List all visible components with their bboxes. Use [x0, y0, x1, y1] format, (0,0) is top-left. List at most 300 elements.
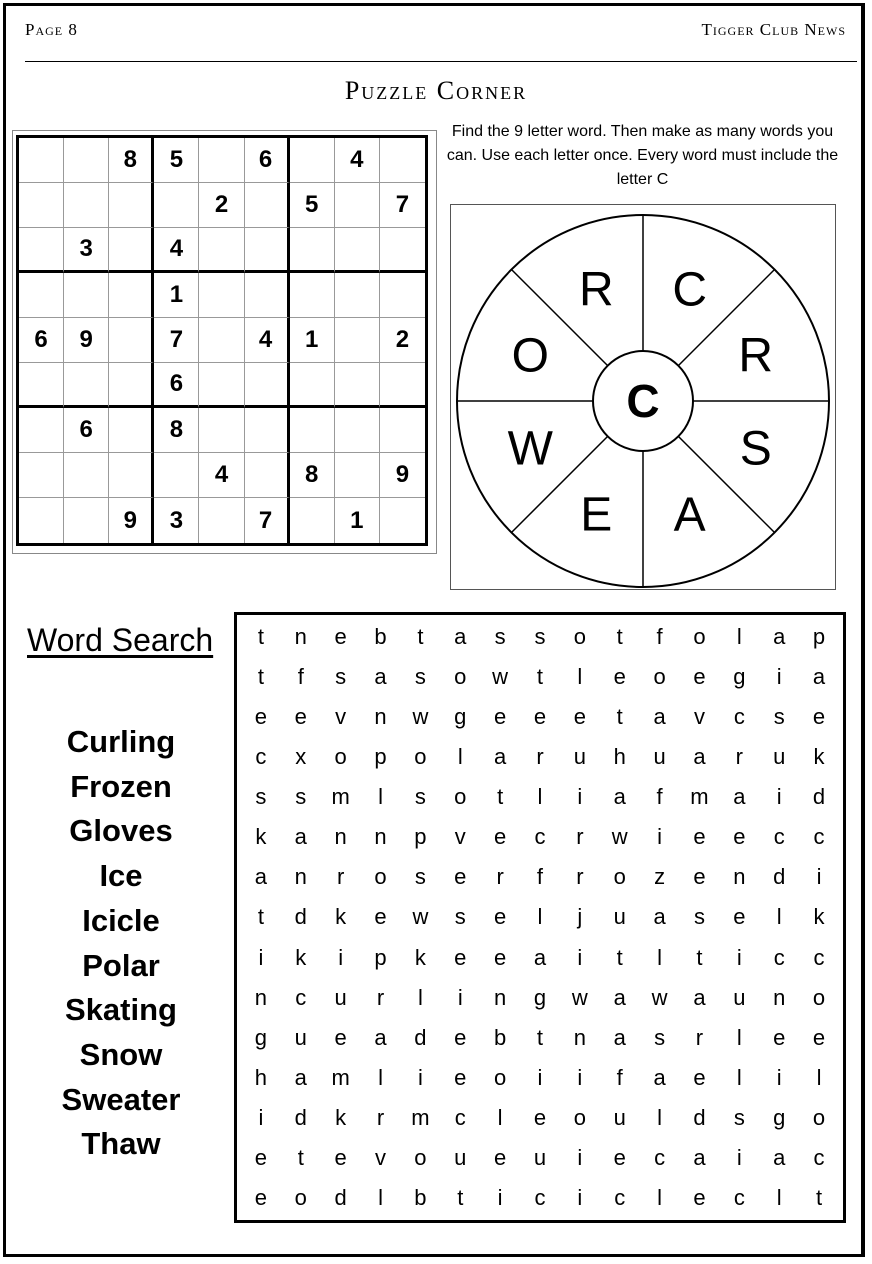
word-search-letter: t: [616, 704, 623, 730]
word-search-letter: o: [294, 1184, 307, 1210]
word-search-letter: t: [257, 624, 264, 650]
sudoku-cell: 7: [245, 498, 290, 543]
word-search-letter: s: [414, 864, 426, 890]
sudoku-cell: [64, 453, 109, 498]
word-search-letter: g: [454, 704, 467, 730]
word-search-letter: t: [257, 904, 264, 930]
word-search-letter: e: [613, 664, 626, 690]
word-search-word: Snow: [79, 1036, 163, 1072]
word-search-letter: b: [494, 1024, 507, 1050]
sudoku-cell: 3: [154, 498, 199, 543]
word-search-letter: a: [454, 624, 467, 650]
sudoku-cell: [380, 273, 425, 318]
sudoku-cell: 7: [154, 318, 199, 363]
sudoku-cell: [245, 228, 290, 273]
word-search-letter: v: [335, 704, 347, 730]
word-search-letter: a: [374, 664, 387, 690]
word-search-letter: t: [536, 664, 544, 690]
word-search-letter: l: [657, 1184, 663, 1210]
word-search-letter: p: [414, 824, 427, 850]
sudoku-cell: 1: [335, 498, 380, 543]
word-search-word: Sweater: [61, 1081, 181, 1117]
sudoku-cell: [199, 318, 244, 363]
sudoku-cell: 5: [154, 138, 199, 183]
word-search-letter: d: [773, 864, 786, 890]
word-search-letter: o: [812, 1104, 826, 1130]
word-search-letter: r: [695, 1024, 704, 1050]
sudoku-cell: [109, 363, 154, 408]
word-search-letter: t: [696, 944, 703, 970]
sudoku-cell: [290, 228, 335, 273]
wheel-letter: R: [578, 263, 614, 317]
word-search-letter: c: [813, 1144, 825, 1170]
word-search-letter: m: [690, 784, 709, 810]
word-search-letter: e: [573, 704, 586, 730]
wheel-letter: W: [507, 422, 553, 476]
word-search-letter: f: [536, 864, 544, 890]
word-search-letter: s: [335, 664, 347, 690]
word-search-letter: e: [454, 864, 467, 890]
word-search-letter: a: [773, 1144, 786, 1170]
word-search-letter: r: [496, 864, 504, 890]
word-search-letter: o: [414, 744, 427, 770]
sudoku-cell: [290, 273, 335, 318]
word-search-letter: a: [613, 784, 626, 810]
word-search-letter: t: [616, 624, 623, 650]
word-search-letter: k: [813, 744, 825, 770]
word-search-letter: n: [374, 824, 387, 850]
word-search-letter: c: [654, 1144, 666, 1170]
word-wheel-instructions: Find the 9 letter word. Then make as many words you can. Use each letter once. Every word must include the letter C: [446, 123, 839, 188]
word-search-letter: e: [693, 664, 706, 690]
sudoku-cell: 6: [245, 138, 290, 183]
word-search-letter: u: [773, 744, 786, 770]
wheel-letter: S: [739, 422, 772, 476]
word-search-word: Ice: [99, 858, 143, 894]
sudoku-cell: [19, 183, 64, 228]
word-search-letter: e: [533, 704, 547, 730]
word-search-word-list: [30, 720, 212, 1167]
wheel-letter: O: [511, 329, 549, 383]
sudoku-cell: 7: [380, 183, 425, 228]
word-search-letter: o: [573, 1104, 586, 1130]
sudoku-cell: [245, 273, 290, 318]
sudoku-cell: 6: [154, 363, 199, 408]
sudoku-cell: [335, 363, 380, 408]
wheel-letter: C: [672, 263, 708, 317]
word-search-letter: s: [733, 1104, 745, 1130]
word-search-letter: i: [577, 784, 583, 810]
word-search-letter: a: [254, 864, 268, 890]
sudoku-cell: 2: [380, 318, 425, 363]
word-search-letter: u: [454, 1144, 467, 1170]
word-search-letter: l: [378, 1064, 383, 1090]
word-search-letter: u: [533, 1144, 547, 1170]
word-search-letter: h: [254, 1064, 268, 1090]
header-divider: [25, 61, 857, 62]
sudoku-cell: [19, 408, 64, 453]
wheel-center-letter: C: [626, 375, 660, 427]
word-search-letter: w: [571, 984, 588, 1010]
word-search-letter: v: [693, 704, 705, 730]
sudoku-cell: [199, 498, 244, 543]
word-search-letter: o: [454, 664, 467, 690]
sudoku-cell: [335, 453, 380, 498]
word-search-title: Word Search: [27, 622, 214, 658]
word-search-letter: p: [812, 624, 826, 650]
word-search-letter: i: [577, 944, 583, 970]
word-search-letter: o: [334, 744, 347, 770]
sudoku-cell: [19, 363, 64, 408]
sudoku-cell: [109, 318, 154, 363]
word-search-letter: e: [254, 704, 268, 730]
word-search-letter: k: [414, 944, 426, 970]
sudoku-cell: [64, 138, 109, 183]
sudoku-cell: 2: [199, 183, 244, 228]
word-search-word: Thaw: [81, 1126, 161, 1162]
word-search-letter: a: [812, 664, 826, 690]
word-search-letter: e: [533, 1104, 547, 1130]
word-search-letter: p: [374, 944, 387, 970]
word-search-letter: c: [454, 1104, 466, 1130]
word-search-letter: c: [773, 944, 785, 970]
word-search-letter: d: [334, 1184, 347, 1210]
word-search-word: Icicle: [82, 902, 160, 938]
word-search-letter: e: [812, 704, 826, 730]
word-search-letter: i: [577, 1184, 583, 1210]
word-search-letter: a: [773, 624, 786, 650]
word-search-letter: s: [494, 624, 506, 650]
word-search-letter: c: [733, 1184, 745, 1210]
word-search-letter: r: [735, 744, 743, 770]
word-search-letter: s: [255, 784, 267, 810]
sudoku-cell: [245, 363, 290, 408]
word-search-letter: o: [693, 624, 706, 650]
sudoku-cell: [380, 408, 425, 453]
word-search-letter: m: [411, 1104, 430, 1130]
sudoku-cell: 1: [290, 318, 335, 363]
sudoku-cell: [199, 228, 244, 273]
word-search-letter: d: [294, 904, 307, 930]
word-search-letter: i: [577, 1064, 583, 1090]
sudoku-cell: [109, 183, 154, 228]
word-search-letter: j: [577, 904, 583, 930]
word-search-letter: n: [294, 624, 307, 650]
word-search-letter: u: [613, 904, 626, 930]
word-search-letter: e: [693, 1064, 706, 1090]
word-search-letter: a: [653, 1064, 666, 1090]
word-search-letter: n: [573, 1024, 586, 1050]
word-search-letter: l: [537, 784, 543, 810]
sudoku-cell: [154, 453, 199, 498]
sudoku-cell: [290, 498, 335, 543]
word-search-word: Skating: [65, 992, 177, 1028]
word-search-letter: i: [537, 1064, 543, 1090]
word-search-word: Polar: [82, 947, 160, 983]
sudoku-cell: 4: [199, 453, 244, 498]
word-search-letter: u: [733, 984, 746, 1010]
sudoku-cell: [19, 273, 64, 318]
word-search-letter: i: [417, 1064, 423, 1090]
word-search-letter: l: [736, 624, 742, 650]
word-search-letter: e: [374, 904, 387, 930]
sudoku-cell: [290, 408, 335, 453]
word-search-letter: a: [294, 1064, 307, 1090]
word-search-letter: l: [776, 1184, 782, 1210]
word-search-letter: o: [374, 864, 387, 890]
word-search-letter: t: [417, 624, 424, 650]
word-search-letter: u: [573, 744, 586, 770]
word-search-letter: s: [773, 704, 785, 730]
sudoku-cell: 9: [109, 498, 154, 543]
word-search-letter: e: [494, 904, 507, 930]
word-search-letter: i: [776, 1064, 782, 1090]
word-search-letter: o: [573, 624, 586, 650]
word-search-letter: c: [733, 704, 745, 730]
word-search-letter: s: [414, 784, 426, 810]
word-search-letter: k: [813, 904, 825, 930]
word-search-letter: l: [736, 1024, 742, 1050]
word-search-letter: l: [657, 944, 663, 970]
word-search-grid: [234, 612, 846, 1223]
sudoku-cell: 9: [380, 453, 425, 498]
sudoku-cell: [199, 363, 244, 408]
word-search-word: Frozen: [70, 768, 172, 804]
word-search-letter: n: [733, 864, 746, 890]
word-search-letter: e: [454, 1064, 467, 1090]
word-search-letter: w: [651, 984, 668, 1010]
word-search-letter: t: [536, 1024, 544, 1050]
wheel-letter: A: [673, 488, 706, 542]
sudoku-cell: [245, 183, 290, 228]
word-search-letter: g: [773, 1104, 786, 1130]
word-search-letter: i: [338, 944, 344, 970]
word-search-letter: k: [335, 1104, 347, 1130]
word-search-letter: k: [335, 904, 347, 930]
word-search-letter: c: [534, 824, 546, 850]
sudoku-cell: 9: [64, 318, 109, 363]
word-search-letter: a: [374, 1024, 387, 1050]
sudoku-cell: [64, 273, 109, 318]
word-search-letter: i: [457, 984, 463, 1010]
word-search-letter: o: [613, 864, 626, 890]
word-search-letter: w: [412, 704, 429, 730]
word-search-letter: e: [693, 1184, 706, 1210]
word-search-letter: i: [577, 1144, 583, 1170]
word-search-letter: l: [776, 904, 782, 930]
wheel-letter: R: [738, 329, 774, 383]
word-search-letter: i: [258, 1104, 264, 1130]
sudoku-cell: [19, 228, 64, 273]
word-search-letter: u: [613, 1104, 626, 1130]
word-search-letter: e: [613, 1144, 626, 1170]
word-search-letter: a: [613, 1024, 626, 1050]
word-search-letter: v: [375, 1144, 387, 1170]
sudoku-cell: [64, 498, 109, 543]
word-search-letter: w: [492, 664, 509, 690]
sudoku-cell: 8: [154, 408, 199, 453]
sudoku-cell: [64, 363, 109, 408]
word-search-letter: e: [454, 1024, 467, 1050]
word-search-letter: b: [374, 624, 387, 650]
word-search-letter: l: [577, 664, 583, 690]
word-search-letter: e: [334, 624, 347, 650]
word-search-letter: l: [657, 1104, 663, 1130]
word-search-letter: a: [653, 704, 666, 730]
sudoku-cell: [199, 138, 244, 183]
word-search-letter: s: [295, 784, 307, 810]
word-search-letter: a: [613, 984, 626, 1010]
sudoku-cell: [64, 183, 109, 228]
word-search-letter: e: [733, 824, 746, 850]
sudoku-cell: 8: [109, 138, 154, 183]
word-search-letter: o: [454, 784, 467, 810]
sudoku-cell: [245, 408, 290, 453]
word-search-letter: l: [457, 744, 463, 770]
word-search-letter: i: [776, 664, 782, 690]
word-search-letter: e: [812, 1024, 826, 1050]
word-search-letter: i: [497, 1184, 503, 1210]
word-search-letter: c: [813, 824, 825, 850]
word-search-letter: c: [534, 1184, 546, 1210]
word-search-letter: r: [336, 864, 345, 890]
word-search-letter: c: [295, 984, 307, 1010]
word-search-letter: g: [733, 664, 746, 690]
sudoku-cell: [245, 453, 290, 498]
word-search-letter: x: [295, 744, 307, 770]
wheel-letter: E: [580, 488, 613, 542]
word-search-letter: m: [331, 1064, 350, 1090]
sudoku-cell: 3: [64, 228, 109, 273]
sudoku-cell: [199, 273, 244, 318]
word-search-letter: n: [773, 984, 786, 1010]
sudoku-cell: [290, 138, 335, 183]
word-search-letter: n: [494, 984, 507, 1010]
word-search-letter: a: [294, 824, 307, 850]
sudoku-cell: [380, 498, 425, 543]
word-search-letter: t: [457, 1184, 464, 1210]
word-search-letter: l: [378, 1184, 383, 1210]
sudoku-cell: [109, 273, 154, 318]
page-title: Puzzle Corner: [344, 76, 528, 105]
word-search-letter: n: [374, 704, 387, 730]
word-search-letter: e: [334, 1144, 347, 1170]
word-search-letter: t: [297, 1144, 304, 1170]
word-search-letter: i: [657, 824, 663, 850]
word-search-letter: d: [812, 784, 826, 810]
word-search-letter: c: [255, 744, 267, 770]
sudoku-cell: [109, 408, 154, 453]
word-search-letter: i: [736, 1144, 742, 1170]
word-wheel: [450, 204, 836, 590]
word-search-letter: d: [414, 1024, 427, 1050]
sudoku-cell: [109, 228, 154, 273]
word-search-letter: w: [412, 904, 429, 930]
word-search-letter: r: [376, 1104, 385, 1130]
word-search-letter: u: [294, 1024, 307, 1050]
sudoku-cell: [335, 273, 380, 318]
sudoku-cell: 1: [154, 273, 199, 318]
sudoku-cell: 4: [335, 138, 380, 183]
sudoku-cell: [335, 318, 380, 363]
word-search-letter: e: [494, 704, 507, 730]
word-search-letter: k: [255, 824, 267, 850]
sudoku-cell: [19, 138, 64, 183]
word-search-letter: k: [295, 944, 307, 970]
word-search-letter: r: [576, 824, 584, 850]
word-search-letter: t: [815, 1184, 823, 1210]
word-search-letter: e: [334, 1024, 347, 1050]
newsletter-name: Tigger Club News: [701, 20, 846, 39]
word-search-letter: i: [776, 784, 782, 810]
sudoku-cell: [19, 453, 64, 498]
page-number: Page 8: [25, 20, 78, 39]
word-search-letter: r: [576, 864, 584, 890]
sudoku-cell: 4: [245, 318, 290, 363]
word-search-letter: g: [254, 1024, 268, 1050]
sudoku-cell: [199, 408, 244, 453]
sudoku-cell: [380, 138, 425, 183]
word-search-letter: u: [653, 744, 666, 770]
word-search-letter: e: [494, 944, 507, 970]
sudoku-grid: [16, 135, 428, 546]
sudoku-cell: [335, 408, 380, 453]
word-search-letter: c: [614, 1184, 626, 1210]
word-search-letter: a: [494, 744, 507, 770]
word-search-letter: o: [414, 1144, 427, 1170]
word-search-letter: a: [693, 1144, 706, 1170]
word-search-letter: t: [257, 664, 264, 690]
word-search-letter: f: [656, 624, 663, 650]
word-search-letter: a: [693, 984, 706, 1010]
word-search-letter: e: [773, 1024, 786, 1050]
sudoku-cell: 6: [64, 408, 109, 453]
word-search-letter: g: [533, 984, 547, 1010]
word-search-letter: v: [454, 824, 466, 850]
word-search-letter: e: [494, 824, 507, 850]
word-search-letter: z: [654, 864, 666, 890]
word-search-letter: h: [613, 744, 626, 770]
sudoku-cell: 4: [154, 228, 199, 273]
word-search-letter: t: [616, 944, 623, 970]
word-search-letter: l: [736, 1064, 742, 1090]
sudoku-cell: [109, 453, 154, 498]
word-search-letter: i: [816, 864, 822, 890]
word-search-letter: e: [454, 944, 467, 970]
word-search-letter: b: [414, 1184, 427, 1210]
word-search-letter: o: [653, 664, 666, 690]
sudoku-cell: [380, 363, 425, 408]
word-search-letter: a: [693, 744, 706, 770]
word-search-letter: l: [816, 1064, 822, 1090]
word-search-letter: n: [254, 984, 268, 1010]
word-search-letter: c: [773, 824, 785, 850]
word-search-letter: c: [813, 944, 825, 970]
word-search-letter: l: [417, 984, 423, 1010]
word-search-letter: f: [616, 1064, 623, 1090]
word-search-letter: u: [334, 984, 347, 1010]
sudoku-cell: [335, 183, 380, 228]
word-search-letter: s: [534, 624, 546, 650]
word-search-letter: r: [376, 984, 385, 1010]
word-search-letter: s: [414, 664, 426, 690]
word-search-letter: e: [733, 904, 746, 930]
word-search-letter: l: [378, 784, 383, 810]
word-search-letter: m: [331, 784, 350, 810]
word-search-letter: p: [374, 744, 387, 770]
word-search-letter: e: [494, 1144, 507, 1170]
word-search-letter: s: [693, 904, 705, 930]
